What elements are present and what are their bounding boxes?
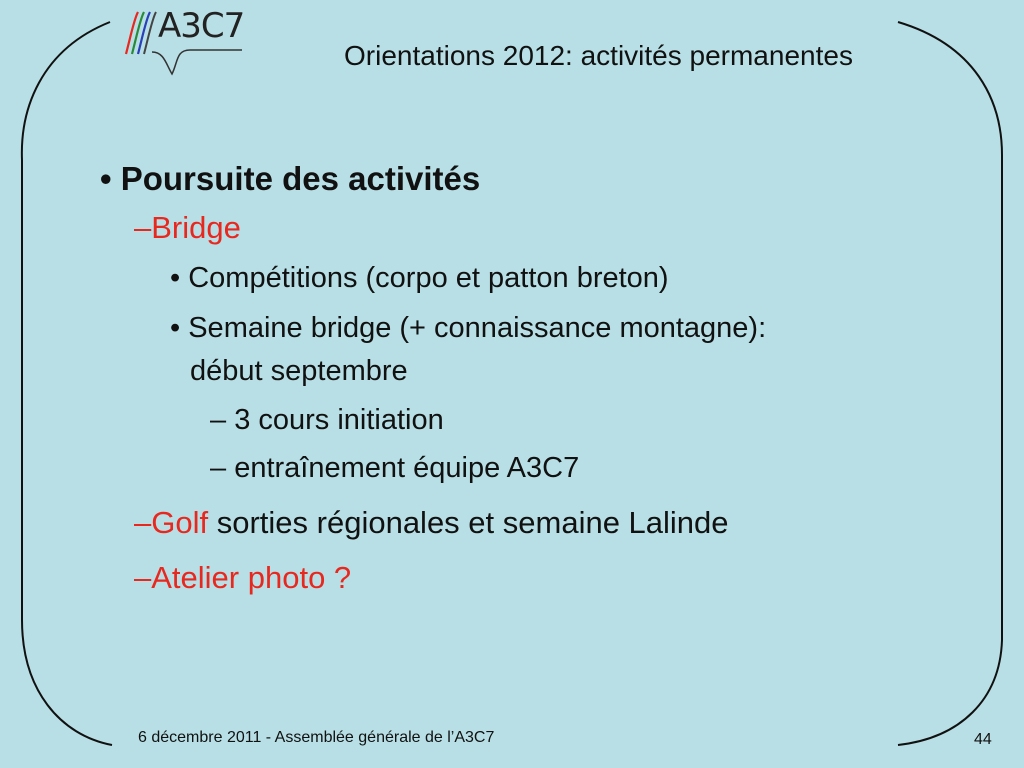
logo-text: A3C7 xyxy=(158,6,245,46)
bridge-item-semaine: • Semaine bridge (+ connaissance montagne): xyxy=(170,312,767,344)
slide-title: Orientations 2012: activités permanentes xyxy=(344,40,853,71)
page-number: 44 xyxy=(974,731,992,748)
bridge-sub-cours: – 3 cours initiation xyxy=(210,404,444,436)
bridge-item-semaine-cont: début septembre xyxy=(190,355,408,387)
item-golf: –Golf sorties régionales et semaine Lalinde xyxy=(134,505,729,540)
bridge-sub-entrainement: – entraînement équipe A3C7 xyxy=(210,452,580,484)
footer-text: 6 décembre 2011 - Assemblée générale de l’A3C7 xyxy=(138,729,495,746)
item-atelier-photo: –Atelier photo ? xyxy=(134,560,352,595)
bullet-poursuite: • Poursuite des activités xyxy=(100,160,481,197)
item-bridge: –Bridge xyxy=(134,210,241,245)
bullet-dot: • xyxy=(100,160,121,197)
bridge-item-competitions: • Compétitions (corpo et patton breton) xyxy=(170,262,669,294)
